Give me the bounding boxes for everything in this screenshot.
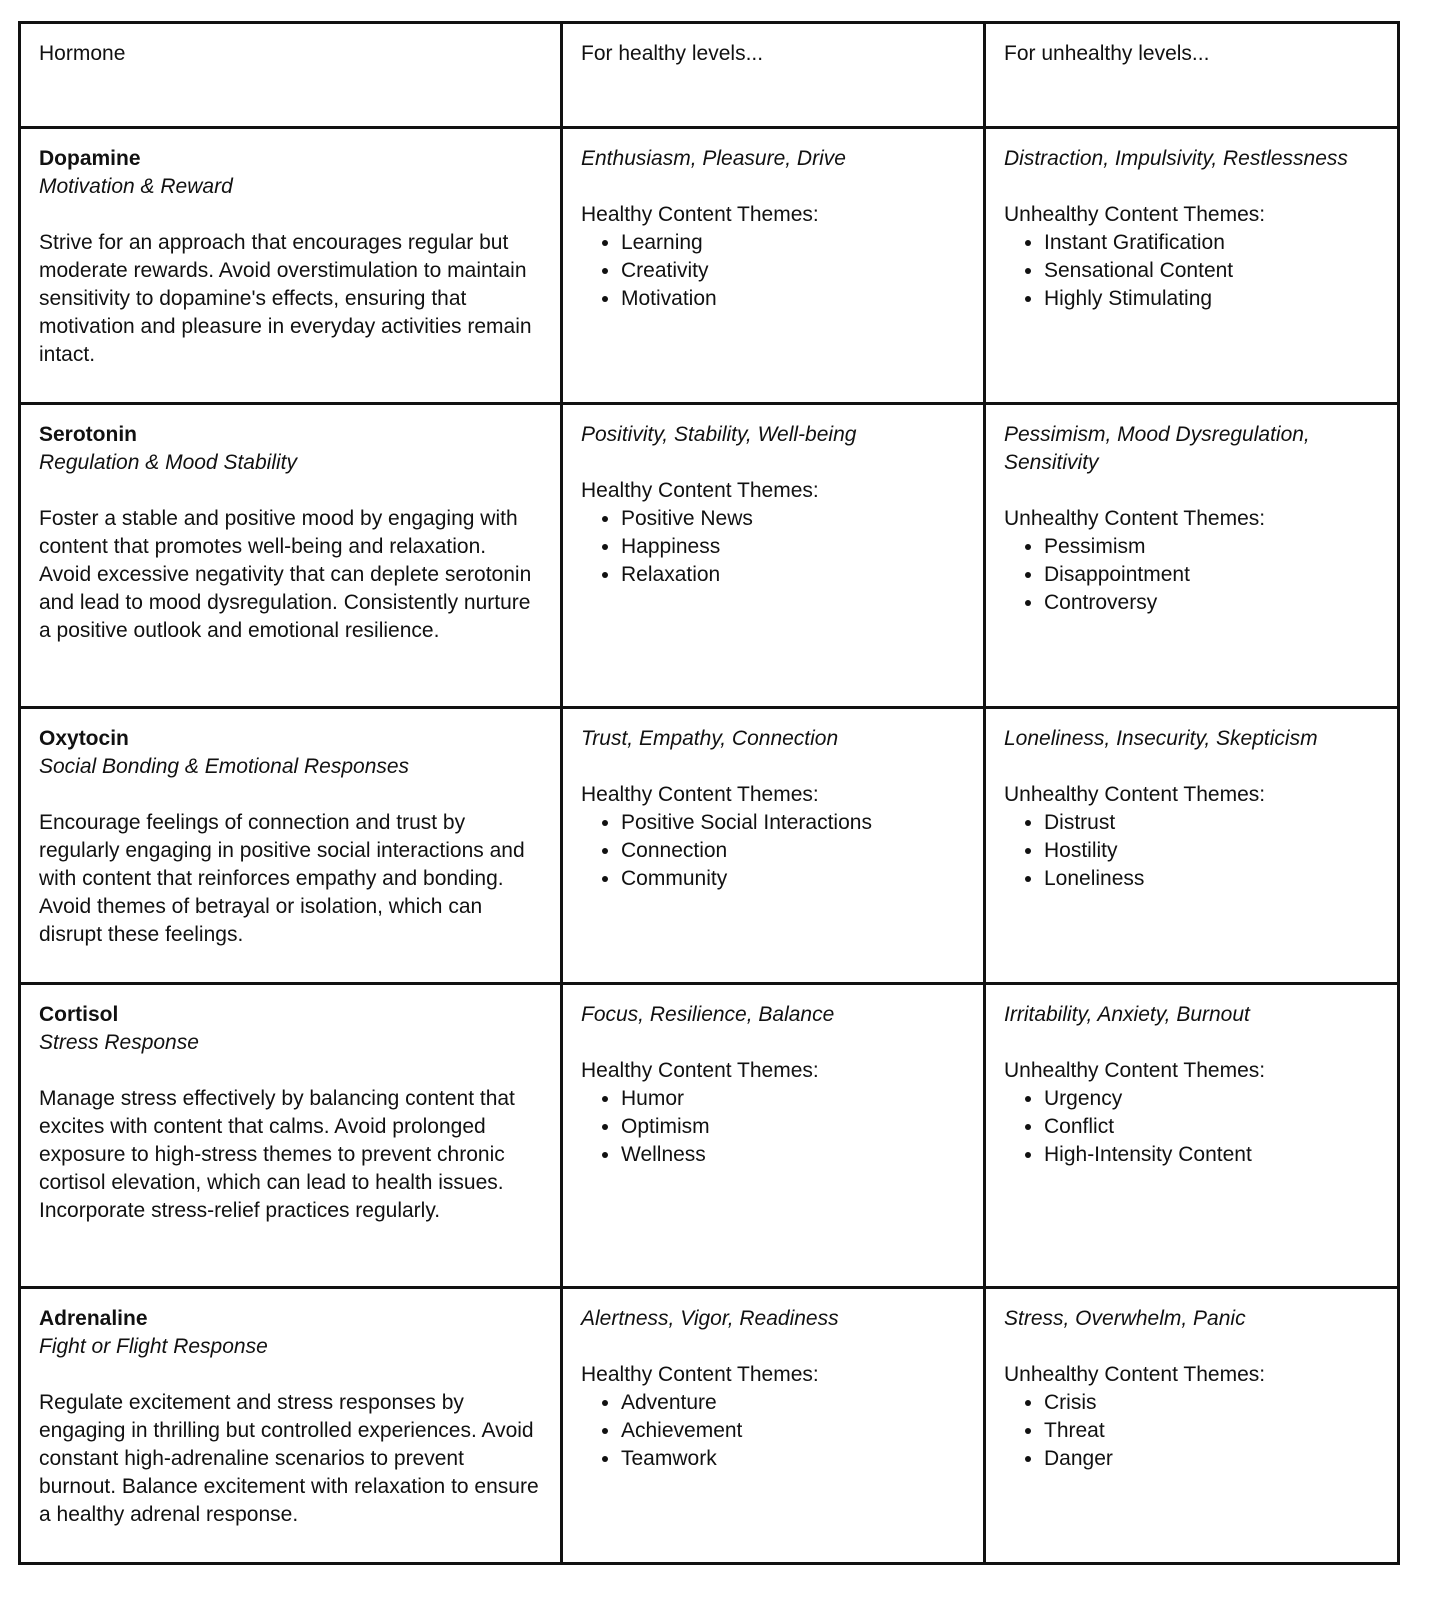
- theme-item: • Hostility: [1044, 837, 1379, 865]
- unhealthy-themes-list: [1004, 1085, 1379, 1169]
- unhealthy-themes-label: Unhealthy Content Themes:: [1004, 783, 1266, 806]
- healthy-traits: Trust, Empathy, Connection: [581, 727, 839, 750]
- hormone-subtitle: Fight or Flight Response: [39, 1335, 268, 1358]
- theme-item: • Controversy: [1044, 589, 1379, 617]
- theme-item: • Pessimism: [1044, 533, 1379, 561]
- healthy-themes-label: Healthy Content Themes:: [581, 783, 819, 806]
- unhealthy-themes-list: [1004, 229, 1379, 313]
- unhealthy-cell: [985, 1288, 1399, 1564]
- hormone-cell: [20, 708, 562, 984]
- healthy-themes-label: Healthy Content Themes:: [581, 479, 819, 502]
- unhealthy-themes-label: Unhealthy Content Themes:: [1004, 203, 1266, 226]
- table-row: [20, 984, 1399, 1288]
- theme-item: • Community: [621, 865, 965, 893]
- theme-item: • Distrust: [1044, 809, 1379, 837]
- healthy-cell: [562, 708, 985, 984]
- hormone-cell: [20, 404, 562, 708]
- hormone-subtitle: Regulation & Mood Stability: [39, 451, 297, 474]
- unhealthy-cell: [985, 708, 1399, 984]
- healthy-traits: Enthusiasm, Pleasure, Drive: [581, 147, 846, 170]
- hormone-subtitle: Stress Response: [39, 1031, 199, 1054]
- theme-item: • Wellness: [621, 1141, 965, 1169]
- hormone-description: Strive for an approach that encourages regular but moderate rewards. Avoid overstimulation to maintain sensitivity to dopamine's effects, ensuring that motivation and pleasure in everyday activities remain intact.: [39, 231, 532, 366]
- theme-item: • Creativity: [621, 257, 965, 285]
- theme-item: • Teamwork: [621, 1445, 965, 1473]
- hormone-subtitle: Social Bonding & Emotional Responses: [39, 755, 410, 778]
- theme-item: • Connection: [621, 837, 965, 865]
- theme-item: • Positive Social Interactions: [621, 809, 965, 837]
- unhealthy-themes-label: Unhealthy Content Themes:: [1004, 1363, 1266, 1386]
- healthy-themes-list: [581, 229, 965, 313]
- healthy-themes-list: [581, 809, 965, 893]
- healthy-themes-label: Healthy Content Themes:: [581, 1059, 819, 1082]
- hormone-cell: [20, 984, 562, 1288]
- hormone-description: Manage stress effectively by balancing content that excites with content that calms. Avoid prolonged exposure to high-stress themes to prevent chronic cortisol elevation, which can lead to health issues. Incorporate stress-relief practices regularly.: [39, 1087, 515, 1222]
- theme-item: • Humor: [621, 1085, 965, 1113]
- theme-item: • Disappointment: [1044, 561, 1379, 589]
- theme-item: • Threat: [1044, 1417, 1379, 1445]
- unhealthy-themes-label: Unhealthy Content Themes:: [1004, 507, 1266, 530]
- healthy-traits: Focus, Resilience, Balance: [581, 1003, 835, 1026]
- hormone-name: Dopamine: [39, 147, 141, 170]
- hormone-table: [18, 21, 1400, 1565]
- theme-item: • Positive News: [621, 505, 965, 533]
- hormone-cell: [20, 128, 562, 404]
- hormone-description: Encourage feelings of connection and trust by regularly engaging in positive social interactions and with content that reinforces empathy and bonding. Avoid themes of betrayal or isolation, which can disrupt these feelings.: [39, 811, 525, 946]
- header-row: [20, 23, 1399, 128]
- unhealthy-traits: Pessimism, Mood Dysregulation, Sensitivity: [1004, 423, 1310, 474]
- healthy-themes-list: [581, 1389, 965, 1473]
- hormone-name: Adrenaline: [39, 1307, 148, 1330]
- table-row: [20, 128, 1399, 404]
- unhealthy-cell: [985, 984, 1399, 1288]
- unhealthy-themes-label: Unhealthy Content Themes:: [1004, 1059, 1266, 1082]
- hormone-name: Oxytocin: [39, 727, 129, 750]
- unhealthy-traits: Loneliness, Insecurity, Skepticism: [1004, 727, 1318, 750]
- theme-item: • Urgency: [1044, 1085, 1379, 1113]
- healthy-themes-list: [581, 505, 965, 589]
- healthy-themes-list: [581, 1085, 965, 1169]
- hormone-name: Cortisol: [39, 1003, 119, 1026]
- theme-item: • Highly Stimulating: [1044, 285, 1379, 313]
- unhealthy-traits: Irritability, Anxiety, Burnout: [1004, 1003, 1250, 1026]
- unhealthy-traits: Stress, Overwhelm, Panic: [1004, 1307, 1246, 1330]
- healthy-cell: [562, 984, 985, 1288]
- header-hormone: Hormone: [20, 23, 562, 128]
- healthy-cell: [562, 1288, 985, 1564]
- theme-item: • Achievement: [621, 1417, 965, 1445]
- hormone-subtitle: Motivation & Reward: [39, 175, 233, 198]
- healthy-cell: [562, 128, 985, 404]
- theme-item: • High-Intensity Content: [1044, 1141, 1379, 1169]
- unhealthy-cell: [985, 404, 1399, 708]
- theme-item: • Happiness: [621, 533, 965, 561]
- header-healthy-levels: For healthy levels...: [562, 23, 985, 128]
- theme-item: • Optimism: [621, 1113, 965, 1141]
- healthy-themes-label: Healthy Content Themes:: [581, 203, 819, 226]
- unhealthy-themes-list: [1004, 809, 1379, 893]
- unhealthy-traits: Distraction, Impulsivity, Restlessness: [1004, 147, 1348, 170]
- healthy-themes-label: Healthy Content Themes:: [581, 1363, 819, 1386]
- theme-item: • Relaxation: [621, 561, 965, 589]
- theme-item: • Danger: [1044, 1445, 1379, 1473]
- hormone-name: Serotonin: [39, 423, 137, 446]
- theme-item: • Adventure: [621, 1389, 965, 1417]
- table-row: [20, 708, 1399, 984]
- healthy-traits: Positivity, Stability, Well-being: [581, 423, 857, 446]
- theme-item: • Crisis: [1044, 1389, 1379, 1417]
- unhealthy-cell: [985, 128, 1399, 404]
- theme-item: • Conflict: [1044, 1113, 1379, 1141]
- hormone-description: Foster a stable and positive mood by engaging with content that promotes well-being and relaxation. Avoid excessive negativity that can deplete serotonin and lead to mood dysregulation. Consistently nurture a positive outlook and emotional resilience.: [39, 507, 532, 642]
- theme-item: • Sensational Content: [1044, 257, 1379, 285]
- hormone-description: Regulate excitement and stress responses by engaging in thrilling but controlled experiences. Avoid constant high-adrenaline scenarios to prevent burnout. Balance excitement with relaxation to ensure a healthy adrenal response.: [39, 1391, 539, 1526]
- header-unhealthy-levels: For unhealthy levels...: [985, 23, 1399, 128]
- table-row: [20, 404, 1399, 708]
- table-row: [20, 1288, 1399, 1564]
- theme-item: • Motivation: [621, 285, 965, 313]
- theme-item: • Instant Gratification: [1044, 229, 1379, 257]
- unhealthy-themes-list: [1004, 1389, 1379, 1473]
- theme-item: • Loneliness: [1044, 865, 1379, 893]
- hormone-cell: [20, 1288, 562, 1564]
- healthy-traits: Alertness, Vigor, Readiness: [581, 1307, 839, 1330]
- unhealthy-themes-list: [1004, 533, 1379, 617]
- healthy-cell: [562, 404, 985, 708]
- theme-item: • Learning: [621, 229, 965, 257]
